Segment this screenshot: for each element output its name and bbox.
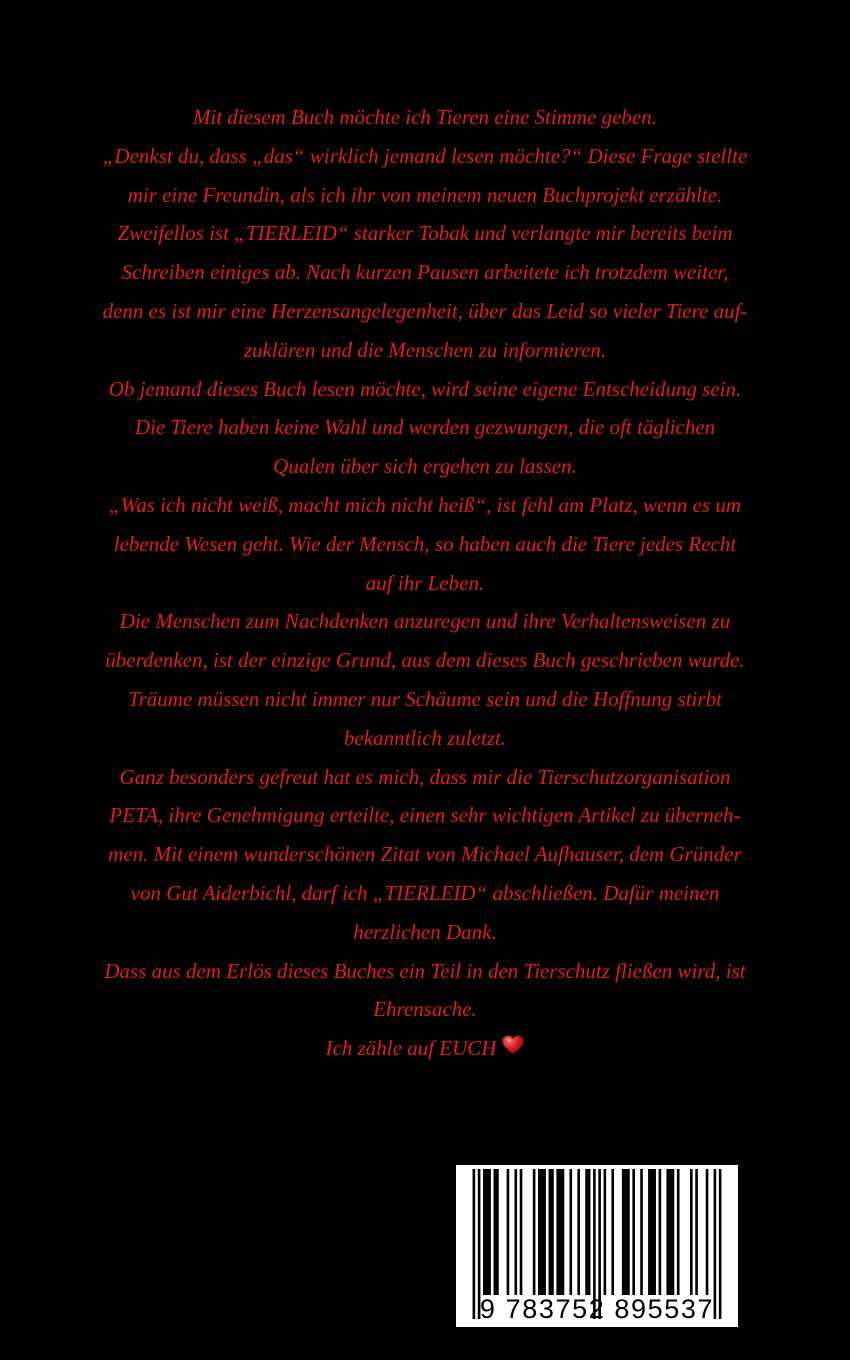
blurb-line: Dass aus dem Erlös dieses Buches ein Teil in den Tierschutz fließen wird, ist: [104, 958, 746, 983]
blurb-line: men. Mit einem wunderschönen Zitat von Michael Aufhauser, dem Gründer: [108, 842, 742, 867]
blurb-line: Mit diesem Buch möchte ich Tieren eine Stimme geben.: [193, 105, 657, 129]
blurb-line: Zweifellos ist „TIERLEID“ starker Tobak und verlangte mir bereits beim: [117, 221, 733, 246]
isbn-barcode: [456, 1165, 738, 1327]
barcode-bar: [520, 1169, 523, 1295]
barcode-bar: [611, 1169, 614, 1295]
barcode-bar: [706, 1169, 709, 1295]
barcode-bar: [677, 1169, 680, 1295]
blurb-line: bekanntlich zuletzt.: [343, 725, 507, 750]
barcode-bar: [604, 1169, 607, 1295]
barcode-bar: [577, 1169, 580, 1295]
barcode-bar: [483, 1169, 491, 1295]
blurb-line: Träume müssen nicht immer nur Schäume sein und die Hoffnung stirbt: [128, 686, 722, 711]
blurb-line: auf ihr Leben.: [365, 570, 485, 595]
barcode-bar: [695, 1169, 698, 1295]
barcode-bar: [640, 1169, 643, 1295]
barcode-bar: [648, 1169, 656, 1295]
barcode-bar: [507, 1169, 510, 1295]
blurb-line: Ganz besonders gefreut hat es mich, dass mir die Tierschutzorganisation: [119, 764, 731, 789]
blurb-line: PETA, ihre Genehmigung erteilte, einen sehr wichtigen Artikel zu überneh-: [109, 803, 741, 828]
barcode-bar: [549, 1169, 554, 1295]
blurb-line: von Gut Aiderbichl, darf ich „TIERLEID“ abschließen. Dafür meinen: [130, 880, 720, 905]
closing-line: [60, 1029, 790, 1068]
blurb-line: mir eine Freundin, als ich ihr von meinem neuen Buchprojekt erzählte.: [127, 182, 723, 207]
barcode-bar: [632, 1169, 635, 1295]
barcode-bar: [538, 1169, 546, 1295]
blurb-line: herzlichen Dank.: [353, 919, 497, 944]
blurb-line: „Denkst du, dass „das“ wirklich jemand lesen möchte?“ Diese Frage stellte: [102, 143, 748, 168]
closing-text: Ich zähle auf EUCH: [325, 1036, 497, 1061]
blurb-line: „Was ich nicht weiß, macht mich nicht heiß“, ist fehl am Platz, wenn es um: [108, 492, 742, 517]
blurb-line: Schreiben einiges ab. Nach kurzen Pausen arbeitete ich trotzdem weiter,: [121, 260, 729, 285]
barcode-bar: [494, 1169, 499, 1295]
barcode-bar: [533, 1169, 536, 1295]
blurb-line: zuklären und die Menschen zu informieren.: [243, 337, 607, 362]
blurb-line: lebende Wesen geht. Wie der Mensch, so haben auch die Tiere jedes Recht: [113, 531, 737, 556]
barcode-bar: [556, 1169, 564, 1295]
isbn-number: 9 783752 895537: [479, 1294, 715, 1324]
barcode-bar: [690, 1169, 693, 1295]
barcode-bar: [622, 1169, 630, 1295]
barcode-bar: [514, 1169, 517, 1295]
back-cover-blurb: [60, 98, 790, 1068]
blurb-line: Die Tiere haben keine Wahl und werden gezwungen, die oft täglichen: [134, 415, 716, 440]
heart-icon: [502, 1029, 524, 1068]
blurb-line: Ob jemand dieses Buch lesen möchte, wird seine eigene Entscheidung sein.: [108, 376, 742, 401]
blurb-line: denn es ist mir eine Herzensangelegenheit, über das Leid so vieler Tiere auf-: [102, 298, 748, 323]
barcode-bar: [659, 1169, 662, 1295]
blurb-line: Qualen über sich ergehen zu lassen.: [273, 454, 577, 479]
barcode-bar: [569, 1169, 572, 1295]
barcode-bar: [666, 1169, 674, 1295]
blurb-line: Die Menschen zum Nachdenken anzuregen und ihre Verhaltensweisen zu: [119, 609, 731, 634]
blurb-line: überdenken, ist der einzige Grund, aus dem dieses Buch geschrieben wurde.: [105, 648, 745, 673]
blurb-line: Ehrensache.: [373, 997, 477, 1022]
barcode-bar: [585, 1169, 590, 1295]
